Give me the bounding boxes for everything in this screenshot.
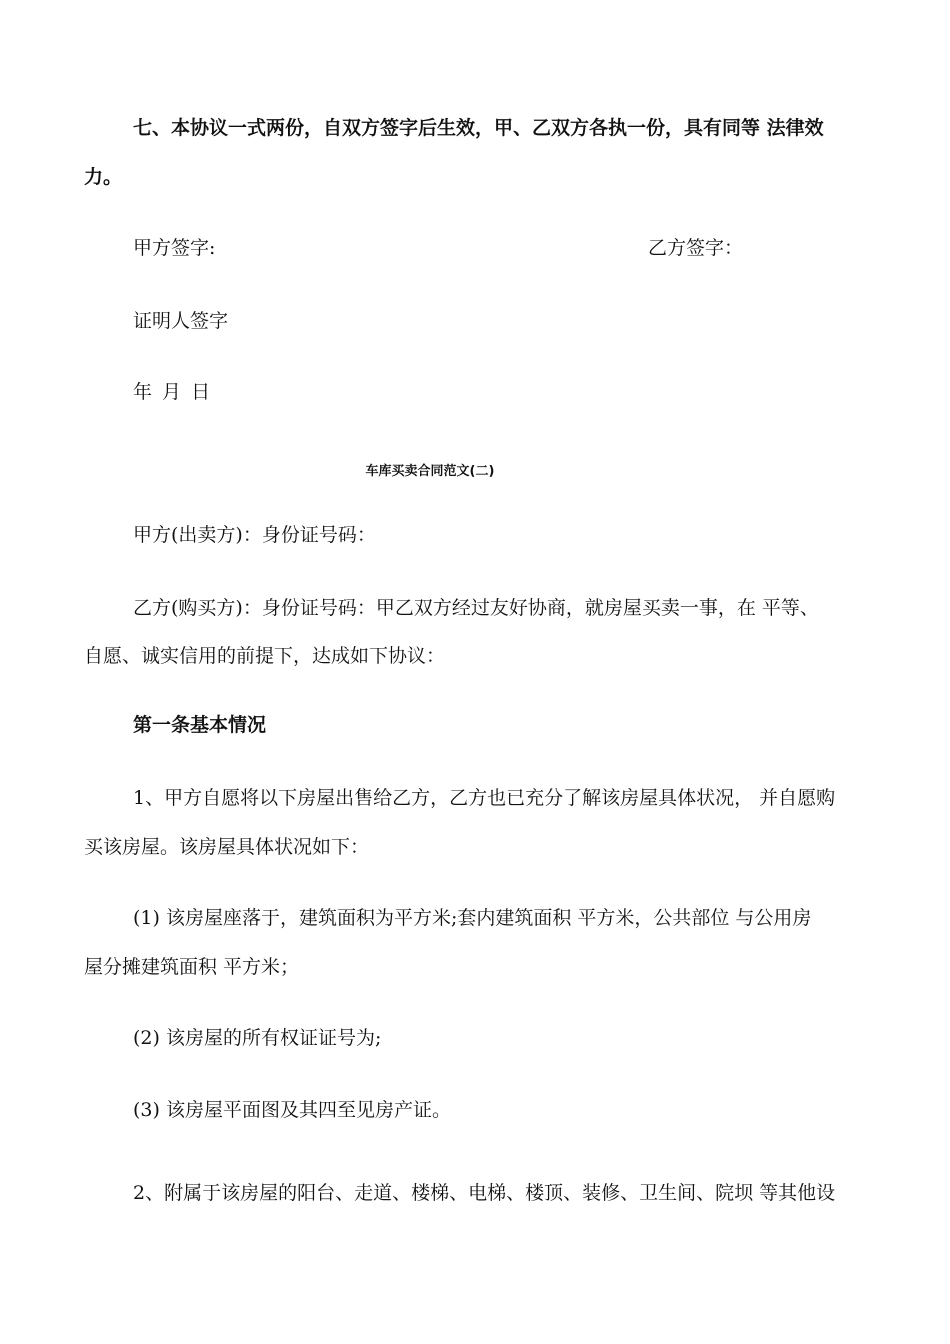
- item-1-line-2: 屋分摊建筑面积 平方米；: [84, 956, 300, 978]
- party-b-signature-label: 乙方签字：: [648, 237, 744, 259]
- item-3-line: (3) 该房屋平面图及其四至见房产证。: [133, 1099, 451, 1121]
- article-1-paragraph-1-line-1: 1、甲方自愿将以下房屋出售给乙方，乙方也已充分了解该房屋具体状况， 并自愿购: [133, 787, 836, 809]
- party-a-signature-label: 甲方签字:: [133, 237, 216, 259]
- buyer-line-2: 自愿、诚实信用的前提下，达成如下协议：: [84, 645, 446, 667]
- article-1-heading: 第一条基本情况: [133, 714, 267, 736]
- seller-line: 甲方(出卖方)：身份证号码：: [133, 524, 376, 546]
- section-title: 车库买卖合同范文(二): [365, 464, 495, 479]
- item-2-line: (2) 该房屋的所有权证证号为;: [133, 1027, 382, 1049]
- clause-7-line-2: 力。: [84, 166, 123, 188]
- buyer-line-1: 乙方(购买方)：身份证号码：甲乙双方经过友好协商，就房屋买卖一事，在 平等、: [133, 597, 819, 619]
- date-line: 年 月 日: [133, 381, 213, 403]
- witness-signature-label: 证明人签字: [133, 310, 229, 332]
- item-1-line-1: (1) 该房屋座落于，建筑面积为平方米;套内建筑面积 平方米，公共部位 与公用房: [133, 907, 812, 929]
- article-1-paragraph-1-line-2: 买该房屋。该房屋具体状况如下：: [84, 836, 370, 858]
- article-1-paragraph-2-line-1: 2、附属于该房屋的阳台、走道、楼梯、电梯、楼顶、装修、卫生间、院坝 等其他设: [133, 1182, 836, 1204]
- clause-7-line-1: 七、本协议一式两份，自双方签字后生效，甲、乙双方各执一份，具有同等 法律效: [133, 117, 824, 139]
